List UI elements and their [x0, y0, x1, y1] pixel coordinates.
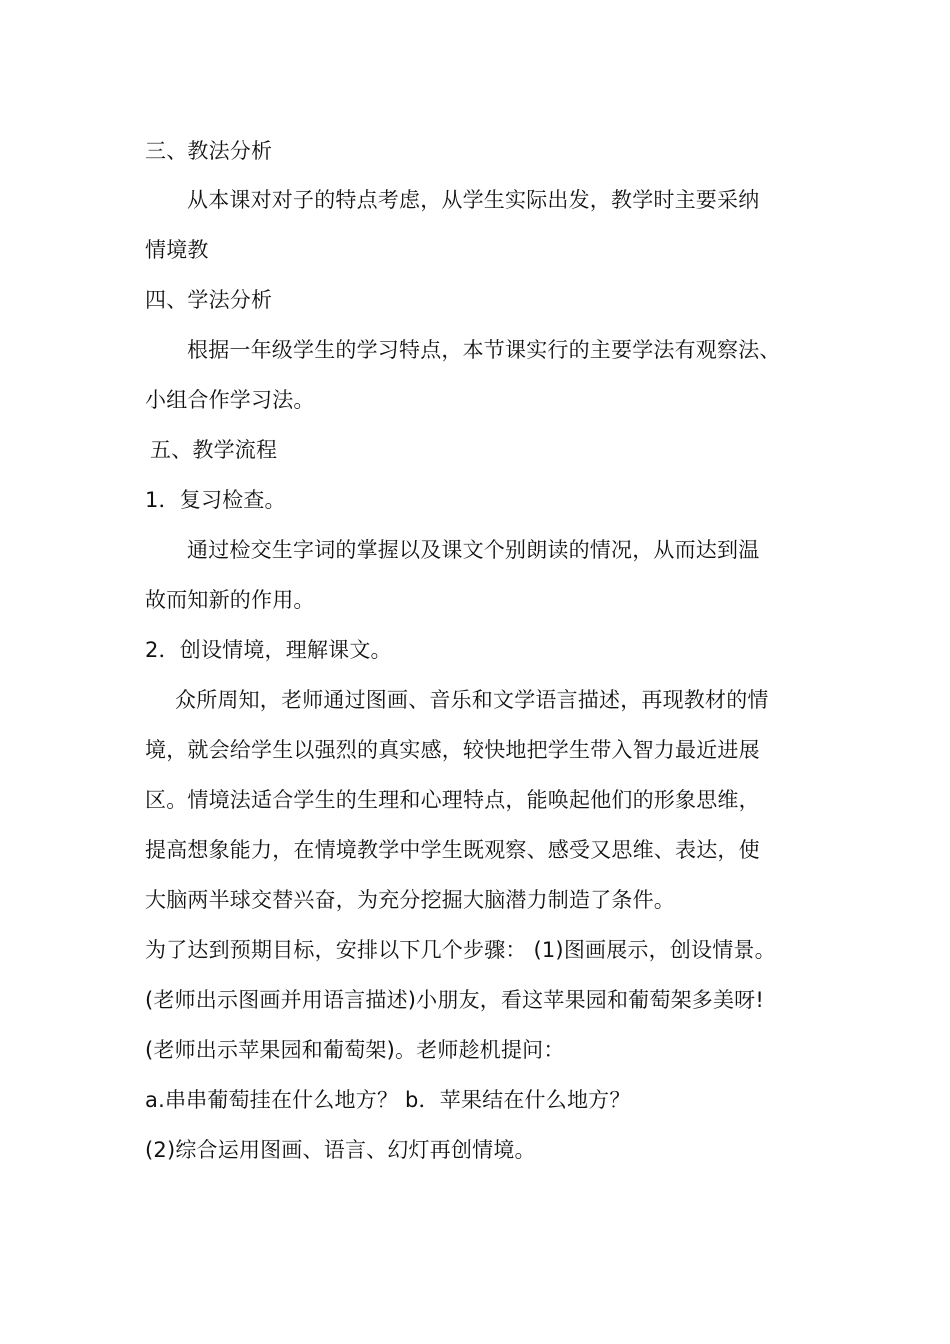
paragraph-line: 区。情境法适合学生的生理和心理特点，能唤起他们的形象思维， [145, 788, 760, 812]
paragraph-line: 境，就会给学生以强烈的真实感，较快地把学生带入智力最近进展 [145, 738, 760, 762]
section-heading-teaching-method: 三、教法分析 [145, 139, 273, 163]
paragraph-line: 根据一年级学生的学习特点，本节课实行的主要学法有观察法、 [187, 338, 781, 362]
section-heading-learning-method: 四、学法分析 [145, 288, 273, 312]
paragraph-line: 从本课对对子的特点考虑，从学生实际出发，教学时主要采纳 [187, 188, 760, 212]
paragraph-line: 故而知新的作用。 [145, 588, 315, 612]
paragraph-line: (老师出示苹果园和葡萄架)。老师趁机提问： [145, 1038, 565, 1062]
paragraph-line: 情境教 [145, 238, 209, 262]
step-heading-create-situation: 2．创设情境，理解课文。 [145, 638, 392, 662]
paragraph-line: 通过检交生字词的掌握以及课文个别朗读的情况，从而达到温 [187, 538, 760, 562]
paragraph-line: 大脑两半球交替兴奋，为充分挖掘大脑潜力制造了条件。 [145, 888, 675, 912]
paragraph-line: 提高想象能力，在情境教学中学生既观察、感受又思维、表达，使 [145, 838, 760, 862]
section-heading-teaching-process: 五、教学流程 [150, 438, 278, 462]
paragraph-line: a.串串葡萄挂在什么地方？ b．苹果结在什么地方？ [145, 1088, 631, 1112]
paragraph-line: 众所周知，老师通过图画、音乐和文学语言描述，再现教材的情 [175, 688, 769, 712]
paragraph-line: 小组合作学习法。 [145, 388, 315, 412]
step-heading-review: 1．复习检查。 [145, 488, 286, 512]
paragraph-line: (2)综合运用图画、语言、幻灯再创情境。 [145, 1138, 536, 1162]
paragraph-line: (老师出示图画并用语言描述)小朋友，看这苹果园和葡萄架多美呀! [145, 988, 765, 1012]
paragraph-line: 为了达到预期目标，安排以下几个步骤： (1)图画展示，创设情景。 [145, 938, 776, 962]
